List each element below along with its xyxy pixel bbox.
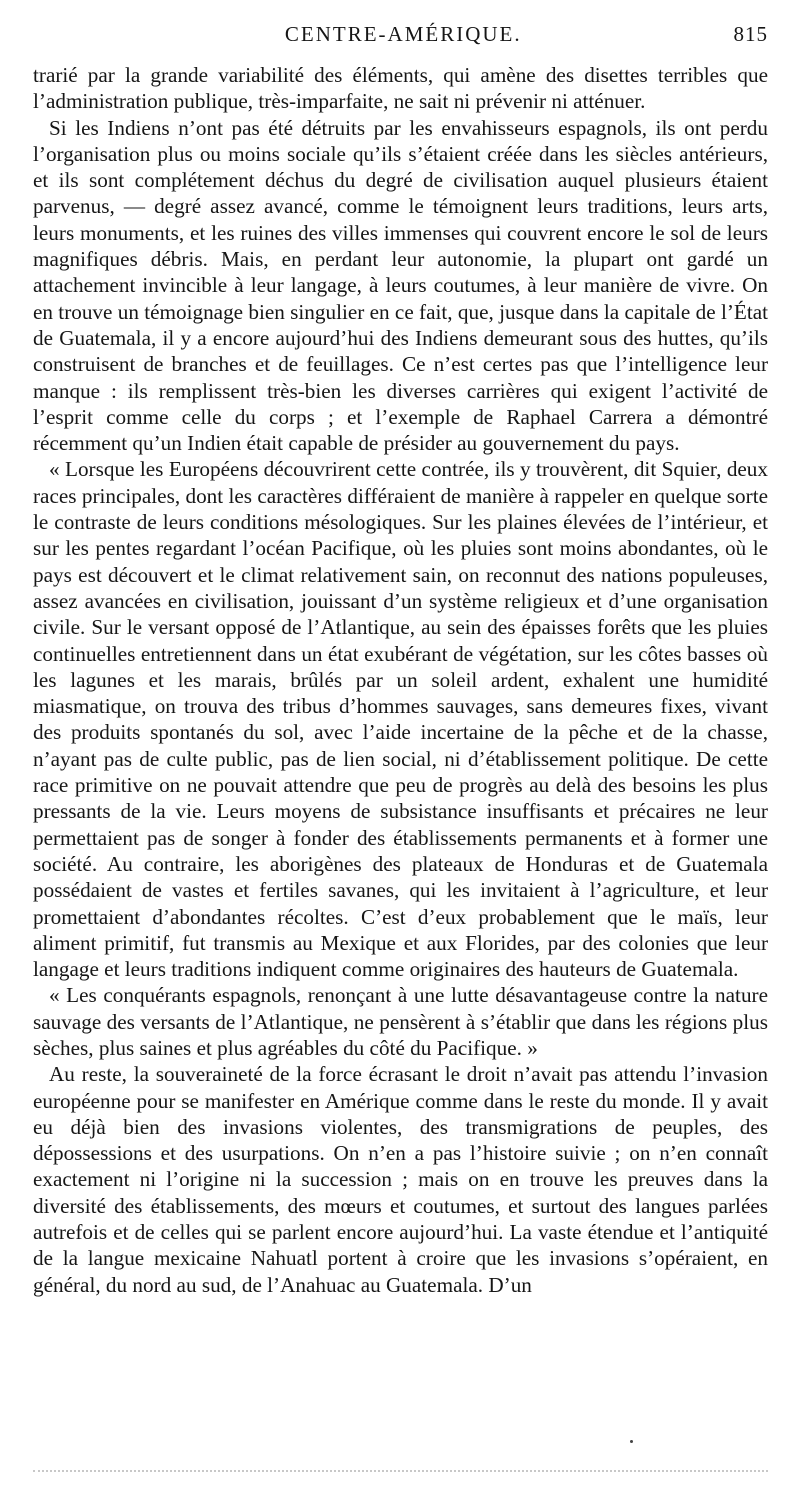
paragraph: Au reste, la souveraineté de la force écrasant le droit n’avait pas attendu l’invasion européenne pour se manifester en Amérique comme dans le reste du monde. Il y avait eu déjà bien des invasions violentes, des transmigrations de peuples, des dépossessions et des usurpations. On n’en a pas l’histoire suivie ; on n’en connaît exactement ni l’origine ni la succession ; mais on en trouve les preuves dans la diversité des établissements, des mœurs et coutumes, et surtout des langues parlées autrefois et de celles qui se parlent encore aujourd’hui. La vaste étendue et l’antiquité de la langue mexicaine Nahuatl portent à croire que les invasions s’opéraient, en général, du nord au sud, de l’Anahuac au Guatemala. D’un (33, 1062, 768, 1297)
running-head (33, 22, 768, 62)
page-number: 815 (733, 22, 768, 46)
book-page (33, 22, 768, 1298)
paragraph: trarié par la grande variabilité des éléments, qui amène des disettes terribles que l’administration publique, très-imparfaite, ne sait ni prévenir ni atténuer. (33, 63, 768, 114)
paragraph: « Lorsque les Européens découvrirent cette contrée, ils y trouvèrent, dit Squier, deux races principales, dont les caractères différaient de manière à rappeler en quelque sorte le contraste de leurs conditions mésologiques. Sur les plaines élevées de l’intérieur, et sur les pentes regardant l’océan Pacifique, où les pluies sont moins abondantes, où le pays est découvert et le climat relativement sain, on reconnut des nations populeuses, assez avancées en civilisation, jouissant d’un système religieux et d’une organisation civile. Sur le versant opposé de l’Atlantique, au sein des épaisses forêts que les pluies continuelles entretiennent dans un état exubérant de végétation, sur les côtes basses où les lagunes et les marais, brûlés par un soleil ardent, exhalent une humidité miasmatique, on trouva des tribus d’hommes sauvages, sans demeures fixes, vivant des produits spontanés du sol, avec l’aide incertaine de la pêche et de la chasse, n’ayant pas de culte public, pas de lien social, ni d’établissement politique. De cette race primitive on ne pouvait attendre que peu de progrès au delà des besoins les plus pressants de la vie. Leurs moyens de subsistance insuffisants et précaires ne leur permettaient pas de songer à fonder des établissements permanents et à former une société. Au contraire, les aborigènes des plateaux de Honduras et de Guatemala possédaient de vastes et fertiles savanes, qui les invitaient à l’agriculture, et leur promettaient d’abondantes récoltes. C’est d’eux probablement que le maïs, leur aliment primitif, fut transmis au Mexique et aux Florides, par des colonies que leur langage et leurs traditions indiquent comme originaires des hauteurs de Guatemala. (33, 457, 768, 982)
print-speck (630, 1440, 633, 1443)
print-bleed-through (33, 1470, 768, 1476)
body-text (33, 62, 768, 1298)
running-title: CENTRE-AMÉRIQUE. (284, 22, 522, 46)
paragraph: « Les conquérants espagnols, renonçant à une lutte désavantageuse contre la nature sauvage des versants de l’Atlantique, ne pensèrent à s’établir que dans les régions plus sèches, plus saines et plus agréables du côté du Pacifique. » (33, 983, 768, 1060)
paragraph: Si les Indiens n’ont pas été détruits par les envahisseurs espagnols, ils ont perdu l’organisation plus ou moins sociale qu’ils s’étaient créée dans les siècles antérieurs, et ils sont complétement déchus du degré de civilisation auquel plusieurs étaient parvenus, — degré assez avancé, comme le témoignent leurs traditions, leurs arts, leurs monuments, et les ruines des villes immenses qui couvrent encore le sol de leurs magnifiques débris. Mais, en perdant leur autonomie, la plupart ont gardé un attachement invincible à leur langage, à leurs coutumes, à leur manière de vivre. On en trouve un témoignage bien singulier en ce fait, que, jusque dans la capitale de l’État de Guatemala, il y a encore aujourd’hui des Indiens demeurant sous des huttes, qu’ils construisent de branches et de feuillages. Ce n’est certes pas que l’intelligence leur manque : ils remplissent très-bien les diverses carrières qui exigent l’activité de l’esprit comme celle du corps ; et l’exemple de Raphael Carrera a démontré récemment qu’un Indien était capable de présider au gouvernement du pays. (33, 115, 768, 456)
